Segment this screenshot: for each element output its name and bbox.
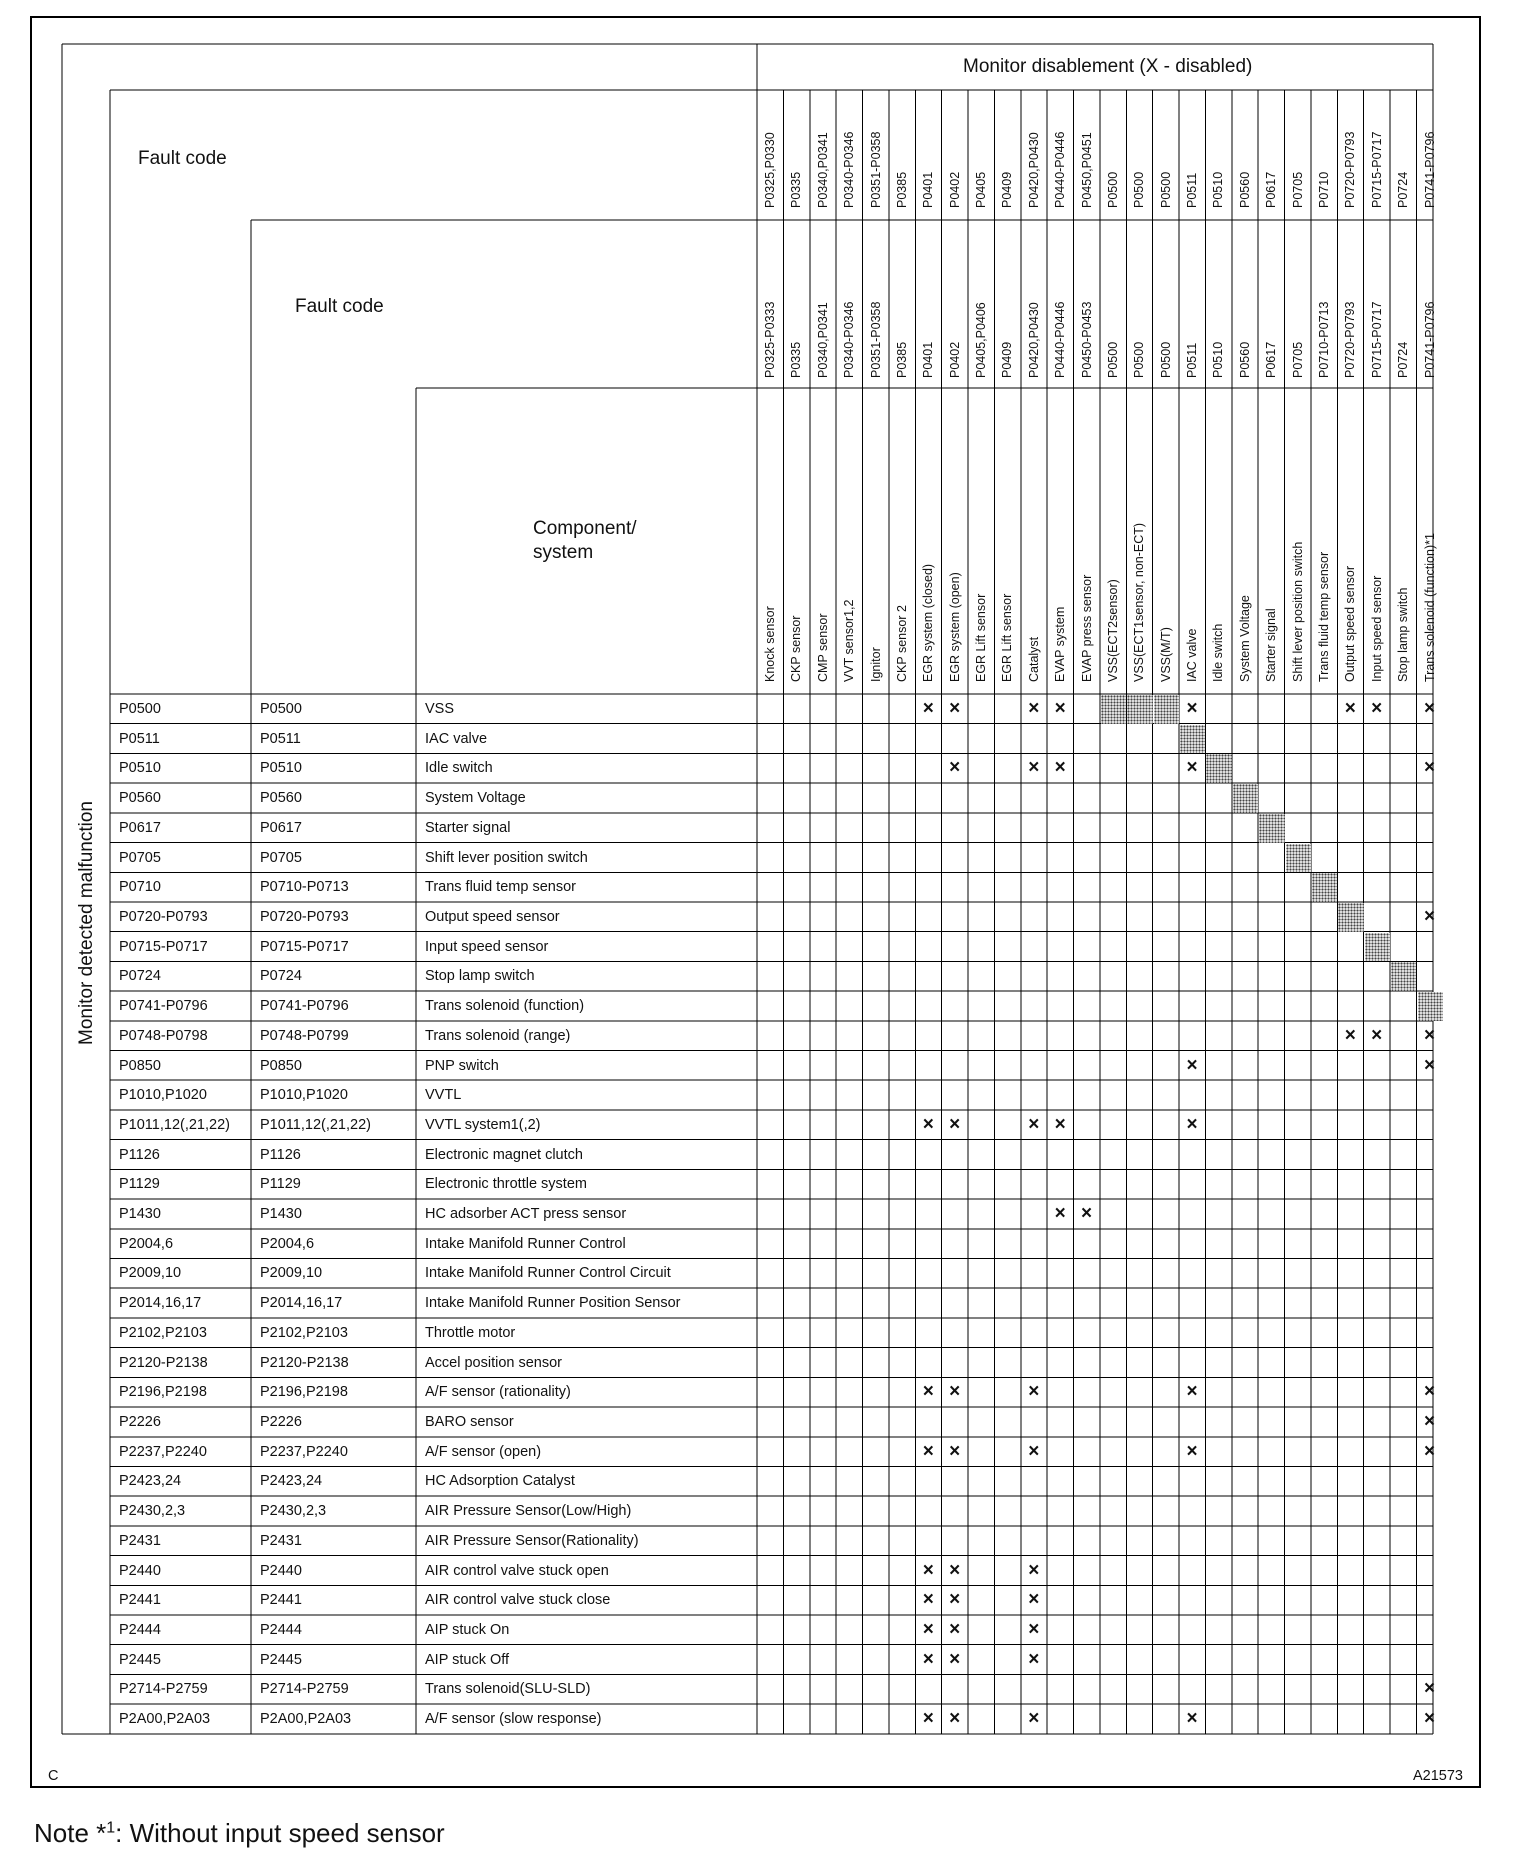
column-code-secondary: P0724 xyxy=(1396,341,1411,378)
fault-code-cell: P1011,12(,21,22) xyxy=(119,1116,230,1133)
column-code-primary: P0409 xyxy=(1000,171,1015,208)
column-code-primary: P0420,P0430 xyxy=(1026,132,1041,208)
fault-code-cell: P0724 xyxy=(119,968,161,985)
component-cell: Trans solenoid (range) xyxy=(425,1027,571,1044)
shaded-self-cell xyxy=(1312,873,1337,902)
disabled-mark: × xyxy=(1028,1381,1040,1403)
component-cell: Input speed sensor xyxy=(425,938,549,955)
component-cell: System Voltage xyxy=(425,790,526,807)
fault-code-cell: P0720-P0793 xyxy=(260,908,349,925)
column-component-name: Input speed sensor xyxy=(1369,575,1384,682)
disabled-mark: × xyxy=(1423,1678,1436,1700)
disabled-mark: × xyxy=(1186,698,1198,719)
fault-code-cell: P0705 xyxy=(260,849,302,866)
fault-code-cell: P2A00,P2A03 xyxy=(119,1711,211,1728)
footnote xyxy=(34,1818,445,1849)
fault-code-cell: P2120-P2138 xyxy=(119,1354,208,1371)
disabled-mark: × xyxy=(1028,1708,1040,1730)
fault-code-cell: P2430,2,3 xyxy=(260,1503,327,1520)
fault-code-cell: P2444 xyxy=(260,1622,302,1638)
fault-code-cell: P2445 xyxy=(260,1651,302,1668)
disabled-mark: × xyxy=(1028,1589,1040,1611)
footnote-text: : Without input speed sensor xyxy=(115,1818,445,1848)
disabled-mark: × xyxy=(1028,1113,1040,1135)
column-component-name: Ignitor xyxy=(868,647,883,682)
fault-code-cell: P0511 xyxy=(119,730,160,747)
column-code-primary: P0440-P0446 xyxy=(1053,131,1068,208)
component-cell: Trans fluid temp sensor xyxy=(425,879,576,896)
fault-code-header-2: Fault code xyxy=(295,296,384,317)
column-code-primary: P0340-P0346 xyxy=(842,131,857,208)
component-cell: VSS xyxy=(425,701,455,717)
disabled-mark: × xyxy=(949,1619,961,1640)
disabled-mark: × xyxy=(1423,757,1436,779)
column-code-secondary: P0617 xyxy=(1264,341,1279,378)
fault-code-cell: P2444 xyxy=(119,1622,161,1638)
fault-code-cell: P2445 xyxy=(119,1651,161,1668)
column-component-name: Knock sensor xyxy=(763,606,777,682)
component-cell: HC Adsorption Catalyst xyxy=(425,1473,575,1490)
fault-code-cell: P0560 xyxy=(260,790,302,807)
fault-code-cell: P0741-P0796 xyxy=(260,998,349,1015)
column-code-primary: P0724 xyxy=(1396,171,1411,208)
fault-code-cell: P1126 xyxy=(260,1146,301,1163)
component-cell: Intake Manifold Runner Control xyxy=(425,1235,626,1252)
column-code-secondary: P0510 xyxy=(1211,341,1226,378)
column-component-name: Idle switch xyxy=(1211,623,1226,682)
disabled-mark: × xyxy=(1186,1440,1198,1462)
column-code-secondary: P0500 xyxy=(1132,341,1147,378)
fault-code-cell: P2441 xyxy=(119,1592,161,1609)
fault-code-cell: P1129 xyxy=(119,1176,160,1193)
disabled-mark: × xyxy=(1054,757,1066,779)
footnote-prefix: Note * xyxy=(34,1818,107,1848)
fault-code-cell: P2440 xyxy=(260,1562,302,1579)
component-cell: A/F sensor (slow response) xyxy=(425,1711,602,1728)
column-code-primary: P0405 xyxy=(974,171,989,208)
diagram-frame xyxy=(30,16,1481,1788)
fault-code-cell: P0850 xyxy=(119,1057,161,1074)
column-code-secondary: P0500 xyxy=(1158,341,1173,378)
fault-code-cell: P2431 xyxy=(119,1532,161,1549)
fault-code-cell: P0617 xyxy=(119,819,161,836)
fault-code-cell: P2423,24 xyxy=(119,1473,182,1490)
fault-code-cell: P2237,P2240 xyxy=(260,1443,348,1460)
fault-code-cell: P0710-P0713 xyxy=(260,879,349,896)
disabled-mark: × xyxy=(1028,698,1040,719)
component-header-line2: system xyxy=(533,542,594,563)
column-component-name: VVT sensor1,2 xyxy=(842,599,857,682)
column-code-primary: P0450,P0451 xyxy=(1079,132,1094,208)
component-cell: IAC valve xyxy=(425,730,488,747)
column-component-name: EVAP system xyxy=(1053,606,1068,682)
disabled-mark: × xyxy=(1344,698,1356,719)
column-code-secondary: P0705 xyxy=(1290,341,1305,378)
shaded-self-cell xyxy=(1101,695,1126,724)
component-cell: Idle switch xyxy=(425,760,493,777)
shaded-self-cell xyxy=(1233,784,1258,813)
disabled-mark: × xyxy=(922,1559,934,1581)
column-component-name: Trans solenoid (function)*1 xyxy=(1422,533,1437,682)
disabled-mark: × xyxy=(949,1440,961,1462)
disabled-mark: × xyxy=(922,1619,934,1640)
fault-code-cell: P0748-P0799 xyxy=(260,1027,349,1044)
column-code-primary: P0511 xyxy=(1185,172,1200,208)
component-cell: Intake Manifold Runner Control Circuit xyxy=(425,1265,671,1282)
disabled-mark: × xyxy=(1423,1381,1436,1403)
fault-code-cell: P2009,10 xyxy=(119,1265,182,1282)
shaded-self-cell xyxy=(1259,814,1284,843)
component-cell: AIP stuck Off xyxy=(425,1651,510,1668)
fault-code-cell: P1010,P1020 xyxy=(119,1087,207,1104)
column-code-primary: P0402 xyxy=(947,171,962,208)
component-cell: Output speed sensor xyxy=(425,908,560,925)
column-code-primary: P0560 xyxy=(1237,171,1252,208)
disabled-mark: × xyxy=(1423,1054,1436,1076)
disabled-mark: × xyxy=(1186,757,1198,779)
column-code-primary: P0510 xyxy=(1211,171,1226,208)
column-code-primary: P0617 xyxy=(1264,171,1279,208)
corner-label-c: C xyxy=(48,1768,59,1784)
disabled-mark: × xyxy=(1423,1411,1436,1433)
component-cell: AIP stuck On xyxy=(425,1622,510,1638)
disabled-mark: × xyxy=(1054,1113,1066,1135)
disabled-mark: × xyxy=(922,1381,934,1403)
column-code-secondary: P0560 xyxy=(1237,341,1252,378)
fault-code-cell: P0510 xyxy=(260,760,302,777)
shaded-self-cell xyxy=(1154,695,1179,724)
shaded-self-cell xyxy=(1206,754,1231,783)
disabled-mark: × xyxy=(922,1440,934,1462)
column-code-primary: P0715-P0717 xyxy=(1369,131,1384,208)
component-cell: VVTL xyxy=(425,1087,462,1104)
disabled-mark: × xyxy=(949,1589,961,1611)
column-code-secondary: P0500 xyxy=(1105,341,1120,378)
fault-code-cell: P0500 xyxy=(119,701,161,717)
disabled-mark: × xyxy=(1028,757,1040,779)
disabled-mark: × xyxy=(1423,1440,1436,1462)
disabled-mark: × xyxy=(949,1381,961,1403)
column-code-primary: P0705 xyxy=(1290,171,1305,208)
disabled-mark: × xyxy=(1371,1024,1383,1046)
disabled-mark: × xyxy=(1423,1708,1436,1730)
disabled-mark: × xyxy=(1186,1381,1198,1403)
column-code-secondary: P0335 xyxy=(789,341,804,378)
fault-code-cell: P2A00,P2A03 xyxy=(260,1711,352,1728)
disabled-mark: × xyxy=(949,698,961,719)
column-component-name: CKP sensor xyxy=(789,615,804,682)
monitor-detected-malfunction-label: Monitor detected malfunction xyxy=(76,801,97,1045)
fault-code-cell: P2196,P2198 xyxy=(260,1384,348,1401)
column-code-secondary: P0402 xyxy=(947,341,962,378)
column-code-secondary: P0405,P0406 xyxy=(974,302,989,378)
disabled-mark: × xyxy=(922,1589,934,1611)
component-cell: VVTL system1(,2) xyxy=(425,1116,541,1133)
disabled-mark: × xyxy=(1186,1113,1198,1135)
column-component-name: EGR system (closed) xyxy=(921,563,936,682)
column-component-name: CMP sensor xyxy=(815,613,830,682)
shaded-self-cell xyxy=(1418,992,1443,1021)
component-cell: AIR control valve stuck open xyxy=(425,1562,609,1579)
component-cell: AIR Pressure Sensor(Rationality) xyxy=(425,1532,639,1549)
fault-code-cell: P0741-P0796 xyxy=(119,998,208,1015)
column-code-secondary: P0450-P0453 xyxy=(1079,301,1094,378)
column-component-name: IAC valve xyxy=(1185,628,1200,682)
shaded-self-cell xyxy=(1391,962,1416,991)
fault-code-cell: P0710 xyxy=(119,879,161,896)
column-code-primary: P0340,P0341 xyxy=(815,132,830,208)
component-cell: BARO sensor xyxy=(425,1414,514,1431)
disabled-mark: × xyxy=(1344,1024,1356,1046)
fault-code-cell: P0617 xyxy=(260,819,302,836)
disabled-mark: × xyxy=(922,1648,934,1670)
column-code-secondary: P0440-P0446 xyxy=(1053,301,1068,378)
fault-code-cell: P2430,2,3 xyxy=(119,1503,186,1520)
column-code-secondary: P0420,P0430 xyxy=(1026,302,1041,378)
column-component-name: VSS(ECT2sensor) xyxy=(1105,579,1120,682)
column-component-name: Shift lever position switch xyxy=(1290,541,1305,682)
fault-code-cell: P0724 xyxy=(260,968,302,985)
disabled-mark: × xyxy=(1028,1619,1040,1640)
monitor-disablement-title: Monitor disablement (X - disabled) xyxy=(963,56,1253,77)
column-component-name: System Voltage xyxy=(1237,595,1252,682)
column-component-name: VSS(M/T) xyxy=(1158,627,1173,682)
shaded-self-cell xyxy=(1365,933,1390,962)
disabled-mark: × xyxy=(949,757,961,779)
fault-code-cell: P1430 xyxy=(260,1206,302,1223)
column-code-secondary: P0710-P0713 xyxy=(1316,301,1331,378)
component-cell: Trans solenoid(SLU-SLD) xyxy=(425,1681,591,1698)
fault-code-cell: P2014,16,17 xyxy=(260,1295,343,1312)
column-code-primary: P0325,P0330 xyxy=(763,132,777,208)
fault-code-cell: P0560 xyxy=(119,790,161,807)
shaded-self-cell xyxy=(1127,695,1152,724)
column-code-secondary: P0720-P0793 xyxy=(1343,301,1358,378)
disabled-mark: × xyxy=(1423,905,1436,927)
disabled-mark: × xyxy=(922,698,934,719)
figure-id: A21573 xyxy=(1413,1768,1463,1784)
component-cell: Electronic magnet clutch xyxy=(425,1146,583,1163)
fault-code-cell: P2226 xyxy=(260,1414,302,1431)
component-cell: AIR control valve stuck close xyxy=(425,1592,611,1609)
disabled-mark: × xyxy=(949,1708,961,1730)
column-component-name: EVAP press sensor xyxy=(1079,574,1094,682)
fault-code-cell: P0511 xyxy=(260,730,301,747)
component-cell: A/F sensor (rationality) xyxy=(425,1384,571,1401)
disabled-mark: × xyxy=(1028,1559,1040,1581)
fault-code-cell: P0715-P0717 xyxy=(260,938,349,955)
disabled-mark: × xyxy=(949,1559,961,1581)
fault-code-cell: P0705 xyxy=(119,849,161,866)
column-code-secondary: P0715-P0717 xyxy=(1369,301,1384,378)
column-code-primary: P0500 xyxy=(1105,171,1120,208)
disabled-mark: × xyxy=(1054,698,1066,719)
fault-code-cell: P1011,12(,21,22) xyxy=(260,1116,371,1133)
column-component-name: Starter signal xyxy=(1264,608,1279,682)
disabled-mark: × xyxy=(922,1708,934,1730)
fault-code-cell: P2196,P2198 xyxy=(119,1384,207,1401)
component-header-line1: Component/ xyxy=(533,518,637,539)
component-cell: Stop lamp switch xyxy=(425,968,535,985)
column-code-secondary: P0340,P0341 xyxy=(815,302,830,378)
column-component-name: EGR Lift sensor xyxy=(1000,593,1015,682)
disabled-mark: × xyxy=(922,1113,934,1135)
component-cell: Starter signal xyxy=(425,819,511,836)
fault-code-cell: P2014,16,17 xyxy=(119,1295,202,1312)
component-cell: Shift lever position switch xyxy=(425,849,588,866)
fault-code-cell: P0850 xyxy=(260,1057,302,1074)
column-component-name: Stop lamp switch xyxy=(1396,587,1411,682)
column-component-name: EGR Lift sensor xyxy=(974,593,989,682)
column-code-primary: P0500 xyxy=(1132,171,1147,208)
disabled-mark: × xyxy=(1186,1708,1198,1730)
fault-code-cell: P2226 xyxy=(119,1414,161,1431)
column-code-primary: P0401 xyxy=(921,171,936,208)
shaded-self-cell xyxy=(1180,725,1205,754)
component-cell: HC adsorber ACT press sensor xyxy=(425,1206,627,1223)
component-cell: AIR Pressure Sensor(Low/High) xyxy=(425,1503,632,1520)
column-code-secondary: P0351-P0358 xyxy=(868,301,883,378)
component-cell: Accel position sensor xyxy=(425,1354,563,1371)
fault-code-cell: P0720-P0793 xyxy=(119,908,208,925)
column-component-name: Trans fluid temp sensor xyxy=(1316,551,1331,682)
column-component-name: EGR system (open) xyxy=(947,572,962,682)
column-component-name: VSS(ECT1sensor, non-ECT) xyxy=(1132,522,1147,682)
column-component-name: Output speed sensor xyxy=(1343,565,1358,682)
component-cell: Trans solenoid (function) xyxy=(425,998,585,1015)
component-cell: Electronic throttle system xyxy=(425,1176,587,1193)
disabled-mark: × xyxy=(949,1113,961,1135)
fault-code-cell: P2423,24 xyxy=(260,1473,323,1490)
fault-code-cell: P2431 xyxy=(260,1532,302,1549)
component-cell: Intake Manifold Runner Position Sensor xyxy=(425,1295,681,1312)
disabled-mark: × xyxy=(1186,1054,1198,1076)
column-code-secondary: P0401 xyxy=(921,341,936,378)
disabled-mark: × xyxy=(1423,1024,1436,1046)
fault-code-cell: P0748-P0798 xyxy=(119,1027,208,1044)
column-component-name: CKP sensor 2 xyxy=(894,605,909,682)
column-code-secondary: P0385 xyxy=(894,341,909,378)
component-cell: A/F sensor (open) xyxy=(425,1443,542,1460)
fault-code-cell: P2102,P2103 xyxy=(260,1324,348,1341)
disabled-mark: × xyxy=(1423,698,1436,719)
shaded-self-cell xyxy=(1286,844,1311,873)
disabled-mark: × xyxy=(1371,698,1383,719)
column-code-secondary: P0325-P0333 xyxy=(763,301,777,378)
fault-code-cell: P2004,6 xyxy=(119,1235,174,1252)
fault-code-cell: P0500 xyxy=(260,701,302,717)
fault-code-cell: P2102,P2103 xyxy=(119,1324,207,1341)
component-cell: Throttle motor xyxy=(425,1324,516,1341)
column-code-primary: P0335 xyxy=(789,171,804,208)
column-code-primary: P0720-P0793 xyxy=(1343,131,1358,208)
column-code-secondary: P0409 xyxy=(1000,341,1015,378)
fault-code-cell: P1430 xyxy=(119,1206,161,1223)
fault-code-cell: P0510 xyxy=(119,760,161,777)
fault-code-cell: P2004,6 xyxy=(260,1235,315,1252)
fault-code-cell: P2714-P2759 xyxy=(260,1681,349,1698)
disabled-mark: × xyxy=(1080,1203,1093,1225)
column-code-primary: P0741-P0796 xyxy=(1422,131,1437,208)
fault-code-cell: P0715-P0717 xyxy=(119,938,208,955)
fault-code-header-1: Fault code xyxy=(138,148,227,169)
footnote-superscript: 1 xyxy=(106,1819,116,1837)
disabled-mark: × xyxy=(949,1648,961,1670)
column-code-primary: P0500 xyxy=(1158,171,1173,208)
column-code-secondary: P0741-P0796 xyxy=(1422,301,1437,378)
column-code-primary: P0385 xyxy=(894,171,909,208)
column-component-name: Catalyst xyxy=(1026,636,1041,682)
disabled-mark: × xyxy=(1028,1440,1040,1462)
column-code-primary: P0351-P0358 xyxy=(868,131,883,208)
column-code-primary: P0710 xyxy=(1316,171,1331,208)
shaded-self-cell xyxy=(1338,903,1363,932)
fault-code-cell: P2120-P2138 xyxy=(260,1354,349,1371)
column-code-secondary: P0511 xyxy=(1185,342,1200,378)
disabled-mark: × xyxy=(1054,1203,1066,1225)
fault-code-cell: P1126 xyxy=(119,1146,160,1163)
fault-code-cell: P2714-P2759 xyxy=(119,1681,208,1698)
fault-code-cell: P1129 xyxy=(260,1176,301,1193)
component-cell: PNP switch xyxy=(425,1057,499,1074)
disabled-mark: × xyxy=(1028,1648,1040,1670)
fault-code-cell: P2009,10 xyxy=(260,1265,323,1282)
column-code-secondary: P0340-P0346 xyxy=(842,301,857,378)
fault-code-cell: P2237,P2240 xyxy=(119,1443,207,1460)
fault-code-cell: P2440 xyxy=(119,1562,161,1579)
fault-code-cell: P1010,P1020 xyxy=(260,1087,348,1104)
fault-code-cell: P2441 xyxy=(260,1592,302,1609)
